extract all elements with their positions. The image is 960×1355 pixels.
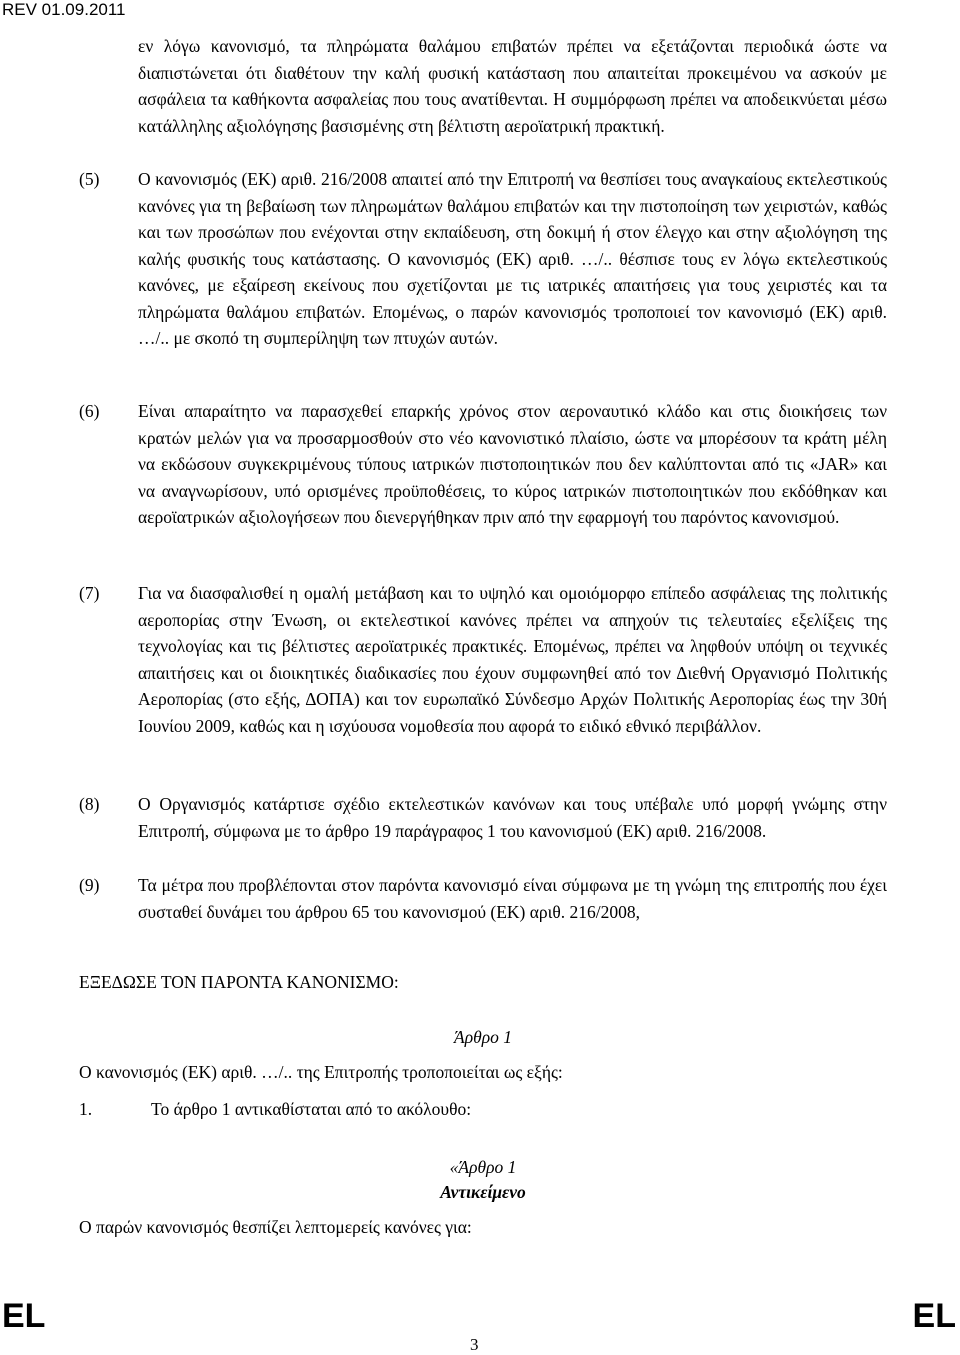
intro-paragraph: εν λόγω κανονισμό, τα πληρώματα θαλάμου επιβατών πρέπει να εξετάζονται περιοδικά ώστε να διαπιστώνεται ότι διαθέτουν την καλή φυσική κατάσταση που απαιτείται προκειμένου να ασκούν με ασφάλεια τα καθήκοντα ασφαλείας που τους ανατίθενται. Η συμμόρφωση πρέπει να αποδεικνύεται μέσω κατάλληλης αξιολόγησης βασισμένης στη βέλτιστη αεροϊατρική πρακτική. xyxy=(138,36,887,136)
recital-number: (8) xyxy=(79,794,100,814)
quoted-article-subject: Αντικείμενο xyxy=(440,1182,526,1202)
article-heading: Άρθρο 1 xyxy=(454,1027,512,1047)
footer-language-right: EL xyxy=(912,1297,956,1335)
recital-text: Τα μέτρα που προβλέπονται στον παρόντα κανονισμό είναι σύμφωνα με τη γνώμη της επιτροπής που έχει συσταθεί δυνάμει του άρθρου 65 του κανονισμού (ΕΚ) αριθ. 216/2008, xyxy=(138,875,887,922)
recital-number: (5) xyxy=(79,169,100,189)
item-number: 1. xyxy=(79,1099,93,1119)
amendment-intro: Ο κανονισμός (ΕΚ) αριθ. …/.. της Επιτροπής τροποποιείται ως εξής: xyxy=(79,1062,563,1082)
item-text: Το άρθρο 1 αντικαθίσταται από το ακόλουθο: xyxy=(151,1099,472,1119)
recital-6 xyxy=(79,398,887,531)
recital-number: (6) xyxy=(79,401,100,421)
page-number: 3 xyxy=(470,1335,479,1354)
recital-8 xyxy=(79,791,887,844)
quoted-article-heading: «Άρθρο 1 xyxy=(449,1157,517,1177)
recital-7 xyxy=(79,580,887,739)
recital-text: Ο Οργανισμός κατάρτισε σχέδιο εκτελεστικών κανόνων και τους υπέβαλε υπό μορφή γνώμης στην Επιτροπή, σύμφωνα με το άρθρο 19 παράγραφος 1 του κανονισμού (ΕΚ) αριθ. 216/2008. xyxy=(138,794,887,841)
recital-5 xyxy=(79,166,887,352)
recital-text: Ο κανονισμός (ΕΚ) αριθ. 216/2008 απαιτεί από την Επιτροπή να θεσπίσει τους αναγκαίους εκτελεστικούς κανόνες για τη βεβαίωση των πληρωμάτων θαλάμου επιβατών και την πιστοποίηση των χειριστών, καθώς και των προσώπων που ενέχονται στην εκπαίδευση, στη δοκιμή ή στον έλεγχο και στην αξιολόγηση της καλής φυσικής τους κατάστασης. Ο κανονισμός (ΕΚ) αριθ. …/.. θέσπισε τους εν λόγω εκτελεστικούς κανόνες, με εξαίρεση εκείνους που σχετίζονται με τις ιατρικές απαιτήσεις για τους χειριστές και τα πληρώματα θαλάμου επιβατών. Επομένως, ο παρών κανονισμός τροποποιεί τον κανονισμό (ΕΚ) αριθ. …/.. με σκοπό τη συμπερίληψη των πτυχών αυτών. xyxy=(138,169,887,348)
document-revision-label: REV 01.09.2011 xyxy=(2,0,126,19)
recital-text: Είναι απαραίτητο να παρασχεθεί επαρκής χρόνος στον αεροναυτικό κλάδο και στις διοικήσεις των κρατών μελών για να προσαρμοσθούν στο νέο κανονιστικό πλαίσιο, ώστε να μπορέσουν τα κράτη μέλη να εκδώσουν συγκεκριμένους τύπους ιατρικών πιστοποιητικών που δεν καλύπτονται από τις «JAR» και να αναγνωρίσουν, υπό ορισμένες προϋποθέσεις, το κύρος ιατρικών πιστοποιητικών που εκδόθηκαν και αεροϊατρικών αξιολογήσεων που διενεργήθηκαν πριν από την εφαρμογή του παρόντος κανονισμού. xyxy=(138,401,887,527)
recital-number: (9) xyxy=(79,875,100,895)
recital-number: (7) xyxy=(79,583,100,603)
recital-9 xyxy=(79,872,887,925)
recital-text: Για να διασφαλισθεί η ομαλή μετάβαση και το υψηλό και ομοιόμορφο επίπεδο ασφάλειας της πολιτικής αεροπορίας στην Ένωση, οι εκτελεστικοί κανόνες πρέπει να απηχούν τις τελευταίες εξελίξεις της τεχνολογίας και τις βέλτιστες αεροϊατρικές πρακτικές. Επομένως, πρέπει να ληφθούν υπόψη οι τεχνικές απαιτήσεις και οι διοικητικές διαδικασίες που έχουν συμφωνηθεί από τον Διεθνή Οργανισμό Πολιτικής Αεροπορίας (στο εξής, ΔΟΠΑ) και τον ευρωπαϊκό Σύνδεσμο Αρχών Πολιτικής Αεροπορίας έως την 30ή Ιουνίου 2009, καθώς και η ισχύουσα νομοθεσία που αφορά το ειδικό εθνικό περιβάλλον. xyxy=(138,583,887,736)
footer-language-left: EL xyxy=(2,1297,46,1335)
quoted-article-text: Ο παρών κανονισμός θεσπίζει λεπτομερείς κανόνες για: xyxy=(79,1217,472,1237)
adoption-statement: ΕΞΕΔΩΣΕ ΤΟΝ ΠΑΡΟΝΤΑ ΚΑΝΟΝΙΣΜΟ: xyxy=(79,972,399,992)
